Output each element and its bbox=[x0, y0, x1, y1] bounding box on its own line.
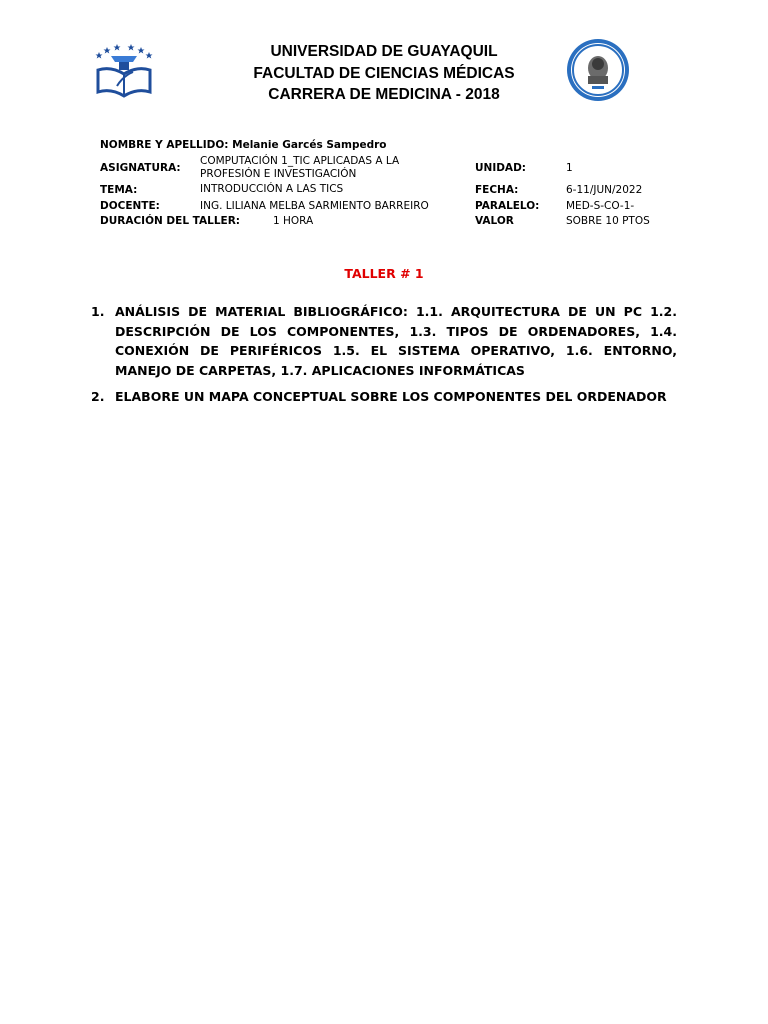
student-name-value: Melanie Garcés Sampedro bbox=[232, 139, 387, 151]
task-item-2 bbox=[91, 387, 677, 407]
taller-title: TALLER # 1 bbox=[344, 266, 424, 281]
tema-value: INTRODUCCIÓN A LAS TICS bbox=[200, 183, 344, 195]
paralelo-label: PARALELO: bbox=[475, 200, 540, 212]
asignatura-label: ASIGNATURA: bbox=[100, 162, 181, 174]
paralelo-value: MED-S-CO-1- bbox=[566, 200, 635, 212]
document-header bbox=[0, 41, 768, 106]
duracion-value: 1 HORA bbox=[273, 215, 314, 227]
valor-label: VALOR bbox=[475, 215, 514, 227]
task-text-line: CONEXIÓN DE PERIFÉRICOS 1.5. EL SISTEMA OPERATIVO, 1.6. ENTORNO, bbox=[115, 343, 677, 358]
task-text-line: MANEJO DE CARPETAS, 1.7. APLICACIONES INFORMÁTICAS bbox=[115, 362, 525, 378]
docente-value: ING. LILIANA MELBA SARMIENTO BARREIRO bbox=[200, 200, 429, 212]
asignatura-value-line2: PROFESIÓN E INVESTIGACIÓN bbox=[200, 167, 357, 180]
task-text bbox=[115, 302, 677, 380]
fecha-value: 6-11/JUN/2022 bbox=[566, 184, 643, 196]
task-text-line: ELABORE UN MAPA CONCEPTUAL SOBRE LOS COMPONENTES DEL ORDENADOR bbox=[115, 389, 667, 404]
docente-label: DOCENTE: bbox=[100, 200, 160, 212]
university-name: UNIVERSIDAD DE GUAYAQUIL bbox=[270, 43, 498, 60]
unidad-label: UNIDAD: bbox=[475, 162, 526, 174]
task-text-line: DESCRIPCIÓN DE LOS COMPONENTES, 1.3. TIPOS DE ORDENADORES, 1.4. bbox=[115, 323, 677, 339]
student-name-label: NOMBRE Y APELLIDO: bbox=[100, 139, 229, 151]
duracion-label: DURACIÓN DEL TALLER: bbox=[100, 215, 240, 227]
career-name: CARRERA DE MEDICINA - 2018 bbox=[268, 86, 500, 103]
faculty-name: FACULTAD DE CIENCIAS MÉDICAS bbox=[253, 64, 515, 82]
valor-value: SOBRE 10 PTOS bbox=[566, 215, 650, 227]
asignatura-value-line1: COMPUTACIÓN 1_TIC APLICADAS A LA bbox=[200, 155, 400, 167]
tema-label: TEMA: bbox=[100, 184, 138, 196]
student-name-row bbox=[100, 139, 387, 151]
task-item-1 bbox=[91, 302, 677, 380]
task-number: 2. bbox=[91, 389, 105, 404]
task-text-line: ANÁLISIS DE MATERIAL BIBLIOGRÁFICO: 1.1. ARQUITECTURA DE UN PC 1.2. bbox=[115, 304, 677, 319]
unidad-value: 1 bbox=[566, 162, 573, 174]
task-text bbox=[115, 387, 677, 407]
fecha-label: FECHA: bbox=[475, 184, 519, 196]
asignatura-value bbox=[200, 155, 399, 180]
task-number: 1. bbox=[91, 304, 105, 319]
